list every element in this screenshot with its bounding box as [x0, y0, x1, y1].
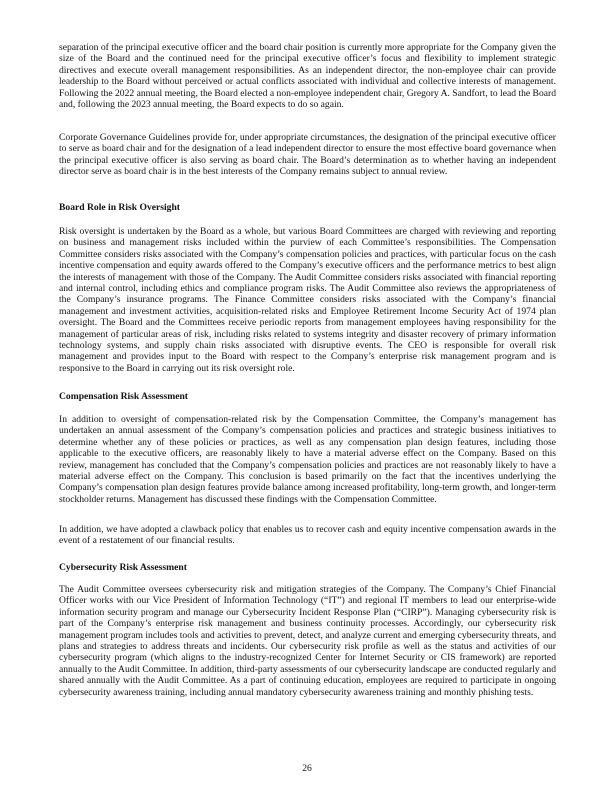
heading-board-role-risk-oversight: Board Role in Risk Oversight [59, 202, 180, 213]
heading-compensation-risk-assessment: Compensation Risk Assessment [59, 391, 188, 402]
heading-cybersecurity-risk-assessment: Cybersecurity Risk Assessment [59, 562, 187, 573]
paragraph-risk-oversight: Risk oversight is undertaken by the Board as a whole, but various Board Committees are charged with reviewing and reporting on business and management risks included within the purview of each Committee’s responsibilities. The Compensation Committee considers risks associated with the Company’s compensation policies and practices, with particular focus on the cash incentive compensation and equity awards offered to the Company’s executive officers and the performance metrics to best align the interests of management with those of the Company. The Audit Committee considers risks associated with financial reporting and internal control, including ethics and compliance program risks. The Audit Committee also reviews the appropriateness of the Company’s insurance programs. The Finance Committee considers risks associated with the Company’s financial management and investment activities, acquisition-related risks and Employee Retirement Income Security Act of 1974 plan oversight. The Board and the Committees receive periodic reports from management employees having responsibility for the management of particular areas of risk, including risks related to systems integrity and disaster recovery of primary information technology systems, and supply chain risks associated with disruptive events. The CEO is responsible for overall risk management and provides input to the Board with respect to the Company’s enterprise risk management program and is responsive to the Board in carrying out its risk oversight role. [59, 226, 556, 374]
paragraph-cybersecurity-risk: The Audit Committee oversees cybersecurity risk and mitigation strategies of the Company. The Company’s Chief Financial Officer works with our Vice President of Information Technology (“IT”) and regional IT members to lead our enterprise-wide information security program and manage our Cybersecurity Incident Response Plan (“CIRP”). Managing cybersecurity risk is part of the Company’s enterprise risk management and business continuity processes. Accordingly, our cybersecurity risk management program includes tools and activities to prevent, detect, and analyze current and emerging cybersecurity threats, and plans and strategies to address threats and incidents. Our cybersecurity risk profile as well as the status and activities of our cybersecurity program (which aligns to the industry-recognized Center for Internet Security or CIS framework) are reported annually to the Audit Committee. In addition, third-party assessments of our cybersecurity landscape are conducted regularly and shared annually with the Audit Committee. As a part of continuing education, employees are required to participate in ongoing cybersecurity awareness training, including annual mandatory cybersecurity awareness training and monthly phishing tests. [59, 584, 556, 698]
paragraph-board-chair-separation: separation of the principal executive officer and the board chair position is currently more appropriate for the Company given the size of the Board and the continued need for the principal executive officer’s focus and flexibility to implement strategic directives and execute overall management responsibilities. As an independent director, the non-employee chair can provide leadership to the Board without perceived or actual conflicts associated with individual and collective interests of management. Following the 2022 annual meeting, the Board elected a non-employee independent chair, Gregory A. Sandfort, to lead the Board and, following the 2023 annual meeting, the Board expects to do so again. [59, 42, 556, 111]
paragraph-governance-guidelines: Corporate Governance Guidelines provide for, under appropriate circumstances, the designation of the principal executive officer to serve as board chair and for the designation of a lead independent director to ensure the most effective board governance when the principal executive officer is also serving as board chair. The Board’s determination as to whether having an independent director serve as board chair is in the best interests of the Company remains subject to annual review. [59, 132, 556, 178]
paragraph-compensation-risk: In addition to oversight of compensation-related risk by the Compensation Committee, the Company’s management has undertaken an annual assessment of the Company’s compensation policies and practices and strategic business initiatives to determine whether any of these policies or practices, as well as any compensation plan design features, including those applicable to the executive officers, are reasonably likely to have a material adverse effect on the Company. Based on this review, management has concluded that the Company’s compensation policies and practices are not reasonably likely to have a material adverse effect on the Company. This conclusion is based primarily on the fact that the incentives underlying the Company’s compensation plan design features provide balance among increased profitability, long-term growth, and longer-term stockholder returns. Management has discussed these findings with the Compensation Committee. [59, 414, 556, 505]
paragraph-clawback-policy: In addition, we have adopted a clawback policy that enables us to recover cash and equity incentive compensation awards in the event of a restatement of our financial results. [59, 524, 556, 547]
page-number: 26 [302, 763, 312, 774]
